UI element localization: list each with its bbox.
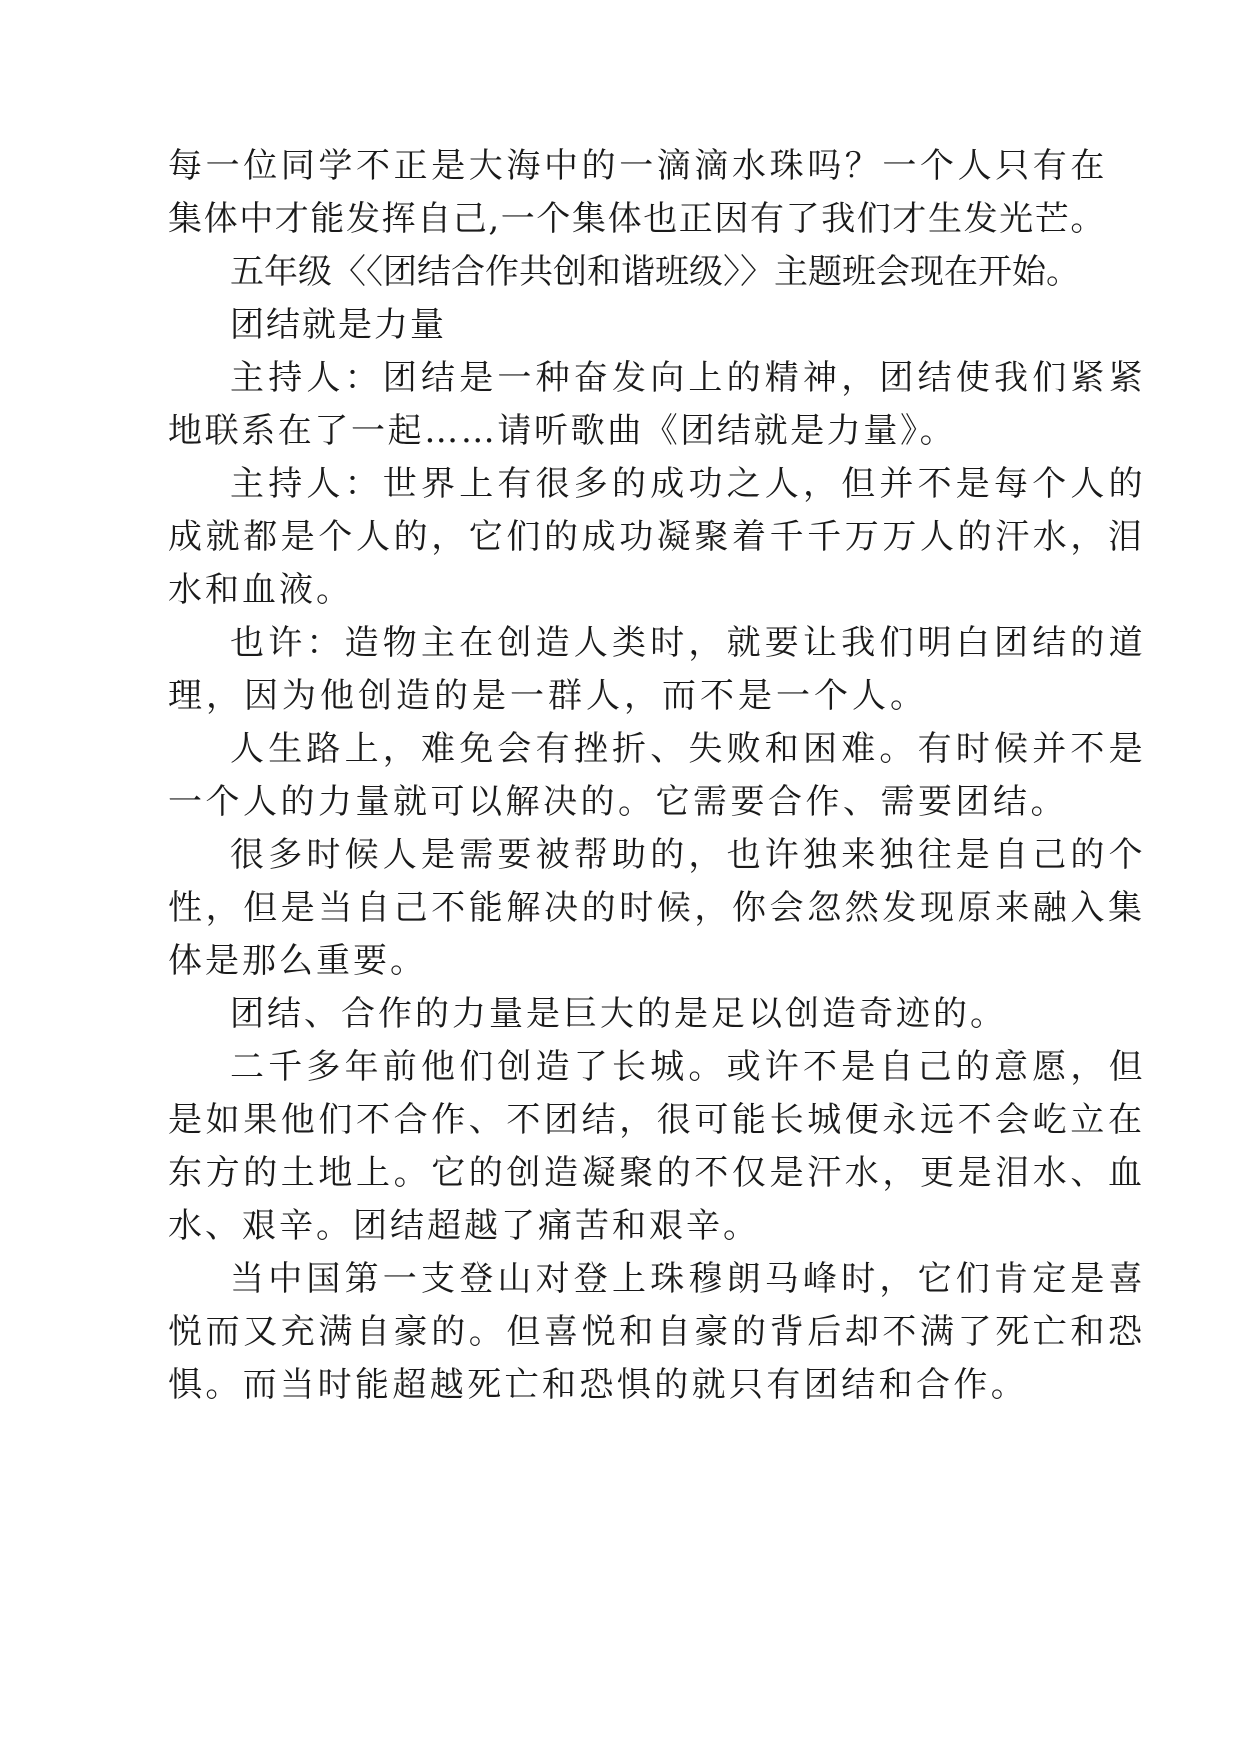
text-line: 主持人：世界上有很多的成功之人，但并不是每个人的 <box>230 464 1147 504</box>
text-line: 水、艰辛。团结超越了痛苦和艰辛。 <box>168 1206 760 1246</box>
text-line: 体是那么重要。 <box>168 941 427 981</box>
text-line: 性，但是当自己不能解决的时候，你会忽然发现原来融入集 <box>168 888 1146 928</box>
section-heading: 团结就是力量 <box>230 305 446 345</box>
text-line: 五年级〈〈团结合作共创和谐班级〉〉主题班会现在开始。 <box>230 252 1080 292</box>
text-line: 水和血液。 <box>168 570 353 610</box>
text-line: 惧。而当时能超越死亡和恐惧的就只有团结和合作。 <box>168 1365 1029 1405</box>
text-line: 团结、合作的力量是巨大的是足以创造奇迹的。 <box>230 994 1007 1034</box>
text-line: 每一位同学不正是大海中的一滴滴水珠吗？一个人只有在 <box>168 146 1108 186</box>
text-line: 是如果他们不合作、不团结，很可能长城便永远不会屹立在 <box>168 1100 1146 1140</box>
text-line: 一个人的力量就可以解决的。它需要合作、需要团结。 <box>168 782 1068 822</box>
text-line: 也许：造物主在创造人类时，就要让我们明白团结的道 <box>230 623 1147 663</box>
text-line: 悦而又充满自豪的。但喜悦和自豪的背后却不满了死亡和恐 <box>168 1312 1146 1352</box>
text-line: 主持人：团结是一种奋发向上的精神，团结使我们紧紧 <box>230 358 1147 398</box>
text-line: 人生路上，难免会有挫折、失败和困难。有时候并不是 <box>230 729 1147 769</box>
text-line: 地联系在了一起……请听歌曲《团结就是力量》。 <box>168 411 957 451</box>
text-line: 集体中才能发挥自己,一个集体也正因有了我们才生发光芒。 <box>168 199 1107 239</box>
text-line: 二千多年前他们创造了长城。或许不是自己的意愿，但 <box>230 1047 1147 1087</box>
text-line: 成就都是个人的，它们的成功凝聚着千千万万人的汗水，泪 <box>168 517 1146 557</box>
text-line: 当中国第一支登山对登上珠穆朗马峰时，它们肯定是喜 <box>230 1259 1147 1299</box>
text-line: 理，因为他创造的是一群人，而不是一个人。 <box>168 676 928 716</box>
text-line: 东方的土地上。它的创造凝聚的不仅是汗水，更是泪水、血 <box>168 1153 1146 1193</box>
text-line: 很多时候人是需要被帮助的，也许独来独往是自己的个 <box>230 835 1147 875</box>
